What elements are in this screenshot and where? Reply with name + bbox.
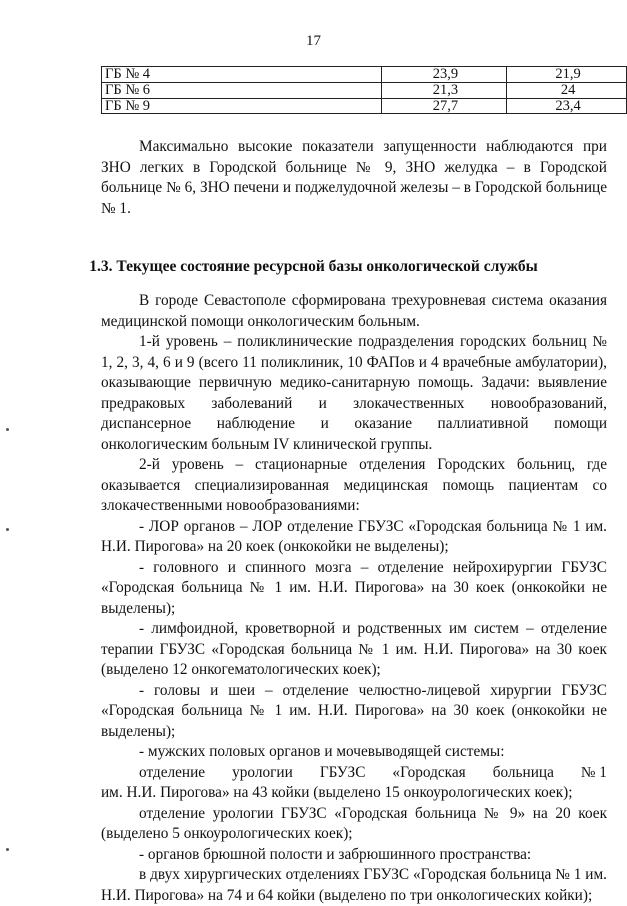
paragraph: - мужских половых органов и мочевыводящей системы:: [139, 743, 505, 760]
summary-block: [101, 137, 607, 219]
table-row: [102, 82, 627, 98]
word: отделение: [139, 763, 206, 781]
paragraph: В городе Севастополе сформирована трехуровневая система оказания медицинской помощи онкологическим больным.: [101, 292, 607, 330]
paragraph: - ЛОР органов – ЛОР отделение ГБУЗС «Городская больница № 1 им. Н.И. Пирогова» на 20 коек (онкокойки не выделены);: [101, 517, 607, 555]
paragraph: 2-й уровень – стационарные отделения Городских больниц, где оказывается специализированная медицинская помощь пациентам со злокачественными новообразованиями:: [101, 456, 607, 514]
word: ГБУЗС: [319, 763, 366, 781]
table-cell: 21,9: [507, 67, 627, 83]
word: № 1: [580, 763, 607, 781]
paragraph: им. Н.И. Пирогова» на 43 койки (выделено 15 онкоурологических коек);: [101, 784, 573, 801]
scan-mark: [6, 528, 9, 531]
table-cell: ГБ № 9: [102, 98, 382, 114]
word: «Городская: [392, 763, 466, 781]
body-text: [101, 291, 607, 906]
table-row: [102, 98, 627, 114]
paragraph: - головы и шеи – отделение челюстно-лицевой хирургии ГБУЗС «Городская больница № 1 им. Н.И. Пирогова» на 30 коек (онкокойки не выделены);: [101, 681, 607, 740]
word: больница: [492, 763, 554, 781]
word: урологии: [232, 763, 293, 781]
paragraph: - головного и спинного мозга – отделение нейрохирургии ГБУЗС «Городская больница № 1 им. Н.И. Пирогова» на 30 коек (онкокойки не выделены);: [101, 558, 607, 617]
section-heading: 1.3. Текущее состояние ресурсной базы онкологической службы: [89, 258, 538, 275]
table-cell: 21,3: [381, 82, 507, 98]
paragraph: 1-й уровень – поликлинические подразделения городских больниц № 1, 2, 3, 4, 6 и 9 (всего 11 поликлиник, 10 ФАПов и 4 врачебные амбулатории), оказывающие первичную медико-санитарную помощь. Задачи: выявление предраковых заболеваний и злокачественных новообразований, диспансерное наблюдение и оказание паллиативной помощи онкологическим больным IV клинической группы.: [101, 333, 607, 453]
table-cell: 23,9: [381, 67, 507, 83]
paragraph: - лимфоидной, кроветворной и родственных им систем – отделение терапии ГБУЗС «Городская больница № 1 им. Н.И. Пирогова» на 30 коек (выделено 12 онкогематологических коек);: [101, 620, 607, 678]
summary-paragraph: Максимально высокие показатели запущенности наблюдаются при ЗНО легких в Городской больнице № 9, ЗНО желудка – в Городской больнице № 6, ЗНО печени и поджелудочной железы – в Городской больнице № 1.: [101, 138, 607, 217]
page-number: 17: [306, 33, 321, 49]
paragraph: в двух хирургических отделениях ГБУЗС «Городская больница № 1 им. Н.И. Пирогова» на 74 и 64 койки (выделено по три онкологических койки);: [101, 866, 607, 904]
table-cell: 23,4: [507, 98, 627, 114]
data-table: [101, 66, 627, 114]
scan-mark: [6, 428, 9, 431]
paragraph: отделение урологии ГБУЗС «Городская больница № 9» на 20 коек (выделено 5 онкоурологических коек);: [101, 804, 607, 842]
table-cell: 27,7: [381, 98, 507, 114]
scan-mark: [6, 848, 9, 851]
table-row: [102, 67, 627, 83]
table-cell: ГБ № 6: [102, 82, 382, 98]
table-cell: ГБ № 4: [102, 67, 382, 83]
table-cell: 24: [507, 82, 627, 98]
paragraph: - органов брюшной полости и забрюшинного пространства:: [139, 845, 532, 863]
paragraph-spread-line: [101, 763, 607, 784]
